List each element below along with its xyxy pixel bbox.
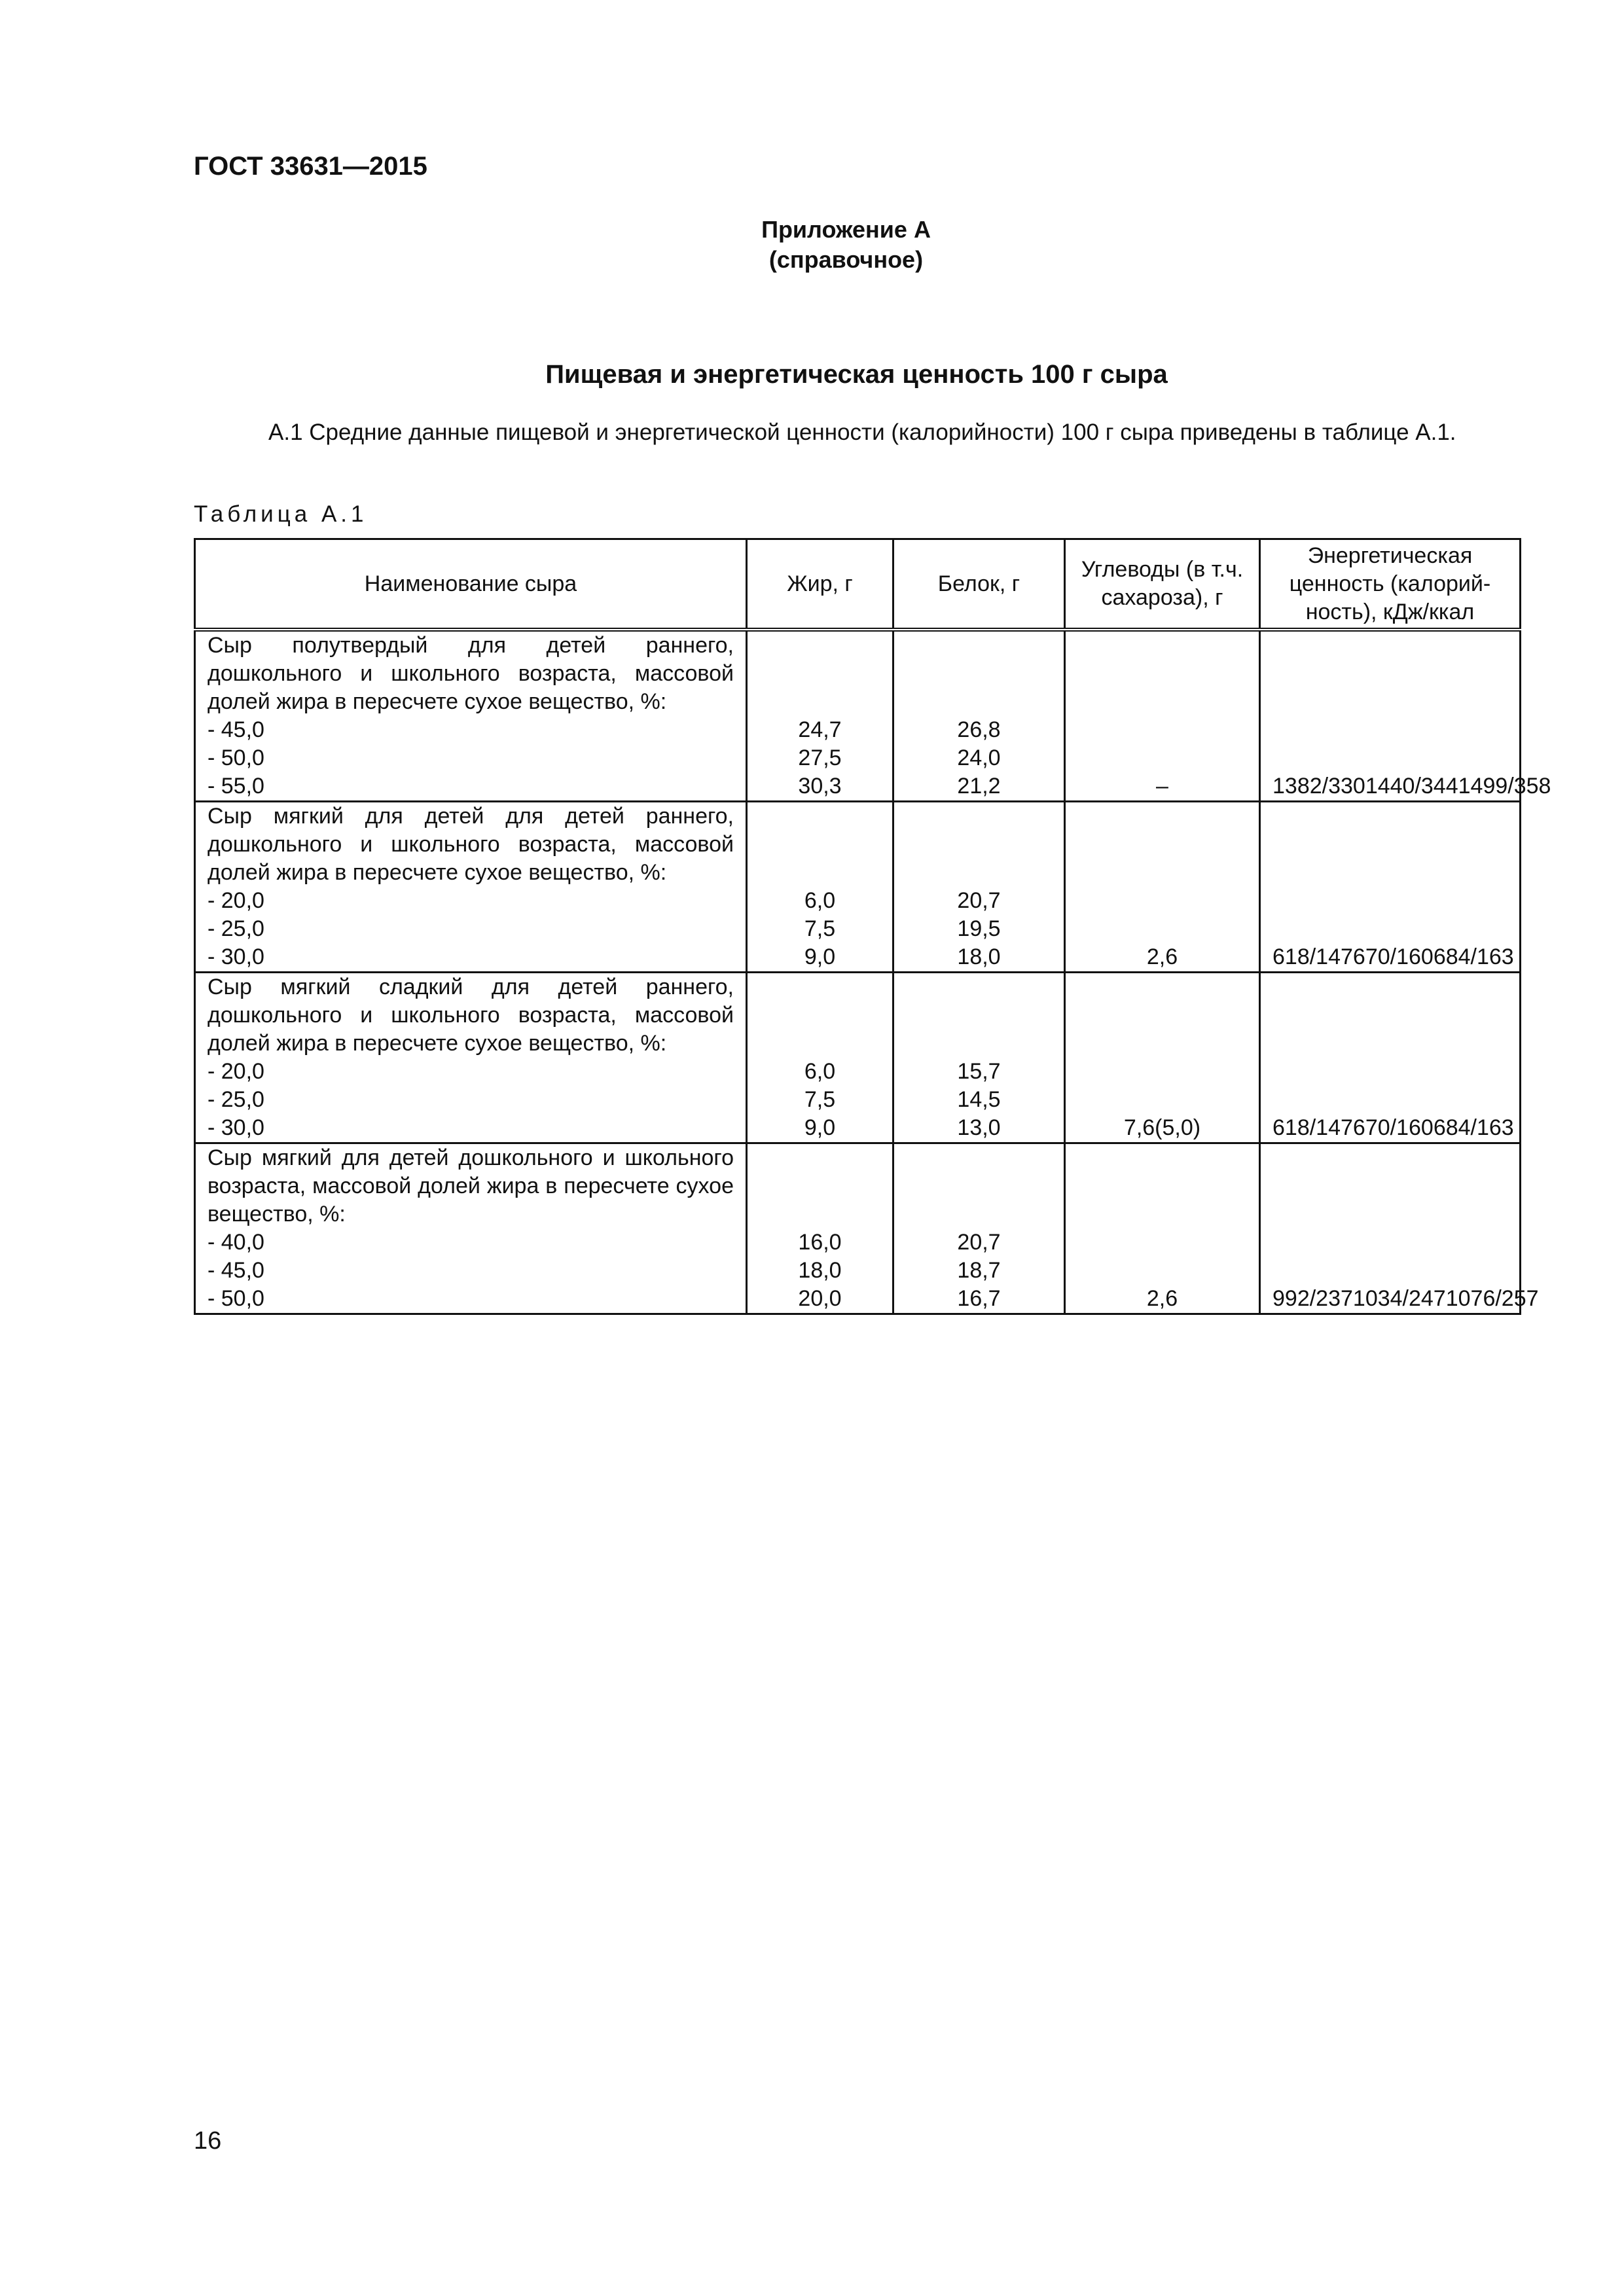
protein-cell: [893, 630, 1065, 802]
intro-paragraph: А.1 Средние данные пищевой и энергетической ценности (калорийности) 100 г сыра приведены в таблице А.1.: [268, 420, 1456, 445]
fat-value: 7,5: [804, 1087, 836, 1112]
energy-value: 1499/358: [1458, 774, 1551, 798]
cheese-name-cell: [195, 973, 747, 1143]
table-header-row: [195, 539, 1521, 630]
fat-level-item: - 40,0: [208, 1230, 264, 1255]
annex-subtitle: (справочное): [768, 246, 924, 273]
protein-cell: [893, 973, 1065, 1143]
fat-value: 24,7: [798, 717, 842, 742]
section-heading: Пищевая и энергетическая ценность 100 г сыра: [545, 360, 1168, 389]
table-row: [195, 630, 1521, 802]
fat-value: 9,0: [804, 944, 836, 969]
cheese-group-title: Сыр мягкий для детей дошкольного и школьного возраста, массовой долей жира в пересчете сухое вещество, %:: [208, 1145, 734, 1227]
protein-value: 18,7: [957, 1258, 1001, 1283]
fat-level-item: - 45,0: [208, 1258, 264, 1283]
protein-value: 19,5: [957, 916, 1001, 941]
protein-value: 18,0: [957, 944, 1001, 969]
header-protein: Белок, г: [893, 539, 1065, 630]
energy-value: 618/147: [1272, 1115, 1353, 1140]
fat-level-item: - 45,0: [208, 717, 264, 742]
carbs-value: –: [1156, 774, 1168, 798]
energy-cell: [1260, 802, 1521, 973]
fat-level-item: - 20,0: [208, 888, 264, 913]
fat-level-item: - 30,0: [208, 944, 264, 969]
fat-value: 6,0: [804, 888, 836, 913]
energy-value: 684/163: [1433, 1115, 1514, 1140]
fat-cell: [747, 802, 893, 973]
fat-value: 20,0: [798, 1286, 842, 1311]
fat-level-item: - 55,0: [208, 774, 264, 798]
header-name: Наименование сыра: [195, 539, 747, 630]
cheese-name-cell: [195, 1143, 747, 1314]
header-carbs: Углеводы (в т.ч. сахароза), г: [1065, 539, 1260, 630]
carbs-cell: [1065, 630, 1260, 802]
fat-level-item: - 20,0: [208, 1059, 264, 1084]
header-fat: Жир, г: [747, 539, 893, 630]
fat-value: 16,0: [798, 1230, 842, 1255]
protein-value: 26,8: [957, 717, 1001, 742]
energy-value: 1382/330: [1272, 774, 1365, 798]
fat-value: 18,0: [798, 1258, 842, 1283]
cheese-group-title: Сыр мягкий для детей для детей раннего, дошкольного и школьного возраста, массовой долей жира в пересчете сухое вещество, %:: [208, 804, 734, 885]
energy-value: 1034/247: [1352, 1286, 1446, 1311]
fat-level-item: - 25,0: [208, 916, 264, 941]
protein-value: 20,7: [957, 1230, 1001, 1255]
energy-value: 684/163: [1433, 944, 1514, 969]
cheese-name-cell: [195, 630, 747, 802]
fat-value: 27,5: [798, 745, 842, 770]
fat-cell: [747, 973, 893, 1143]
fat-cell: [747, 1143, 893, 1314]
annex-title: Приложение А: [761, 216, 931, 243]
table-body: [195, 630, 1551, 1314]
carbs-cell: [1065, 1143, 1260, 1314]
table-row: [195, 1143, 1521, 1314]
cheese-name-cell: [195, 802, 747, 973]
carbs-cell: [1065, 973, 1260, 1143]
carbs-value: 2,6: [1146, 1286, 1178, 1311]
energy-cell: [1260, 630, 1551, 802]
cheese-group-title: Сыр мягкий сладкий для детей раннего, дошкольного и школьного возраста, массовой долей жира в пересчете сухое вещество, %:: [208, 975, 734, 1056]
protein-value: 13,0: [957, 1115, 1001, 1140]
fat-value: 6,0: [804, 1059, 836, 1084]
energy-value: 1076/257: [1445, 1286, 1539, 1311]
energy-cell: [1260, 973, 1521, 1143]
protein-value: 15,7: [957, 1059, 1001, 1084]
document-code: ГОСТ 33631—2015: [194, 152, 427, 181]
fat-level-item: - 50,0: [208, 745, 264, 770]
protein-value: 16,7: [957, 1286, 1001, 1311]
carbs-cell: [1065, 802, 1260, 973]
table-row: [195, 802, 1521, 973]
protein-cell: [893, 1143, 1065, 1314]
protein-value: 21,2: [957, 774, 1001, 798]
energy-value: 670/160: [1352, 1115, 1434, 1140]
fat-level-item: - 50,0: [208, 1286, 264, 1311]
protein-cell: [893, 802, 1065, 973]
fat-level-item: - 30,0: [208, 1115, 264, 1140]
fat-value: 30,3: [798, 774, 842, 798]
cheese-group-title: Сыр полутвердый для детей раннего, дошкольного и школьного возраста, массовой долей жира в пересчете сухое вещество, %:: [208, 633, 734, 714]
nutrition-table: [194, 538, 1551, 1315]
energy-cell: [1260, 1143, 1539, 1314]
page-number: 16: [194, 2127, 222, 2155]
energy-value: 670/160: [1352, 944, 1434, 969]
energy-value: 1440/344: [1365, 774, 1458, 798]
table-row: [195, 973, 1521, 1143]
fat-value: 9,0: [804, 1115, 836, 1140]
fat-value: 7,5: [804, 916, 836, 941]
energy-value: 992/237: [1272, 1286, 1353, 1311]
header-energy: Энергетическая ценность (калорий-ность), кДж/ккал: [1260, 539, 1521, 630]
fat-level-item: - 25,0: [208, 1087, 264, 1112]
table-caption: Таблица А.1: [194, 501, 368, 527]
fat-cell: [747, 630, 893, 802]
energy-value: 618/147: [1272, 944, 1353, 969]
carbs-value: 2,6: [1146, 944, 1178, 969]
protein-value: 14,5: [957, 1087, 1001, 1112]
protein-value: 24,0: [957, 745, 1001, 770]
protein-value: 20,7: [957, 888, 1001, 913]
carbs-value: 7,6(5,0): [1123, 1115, 1201, 1140]
